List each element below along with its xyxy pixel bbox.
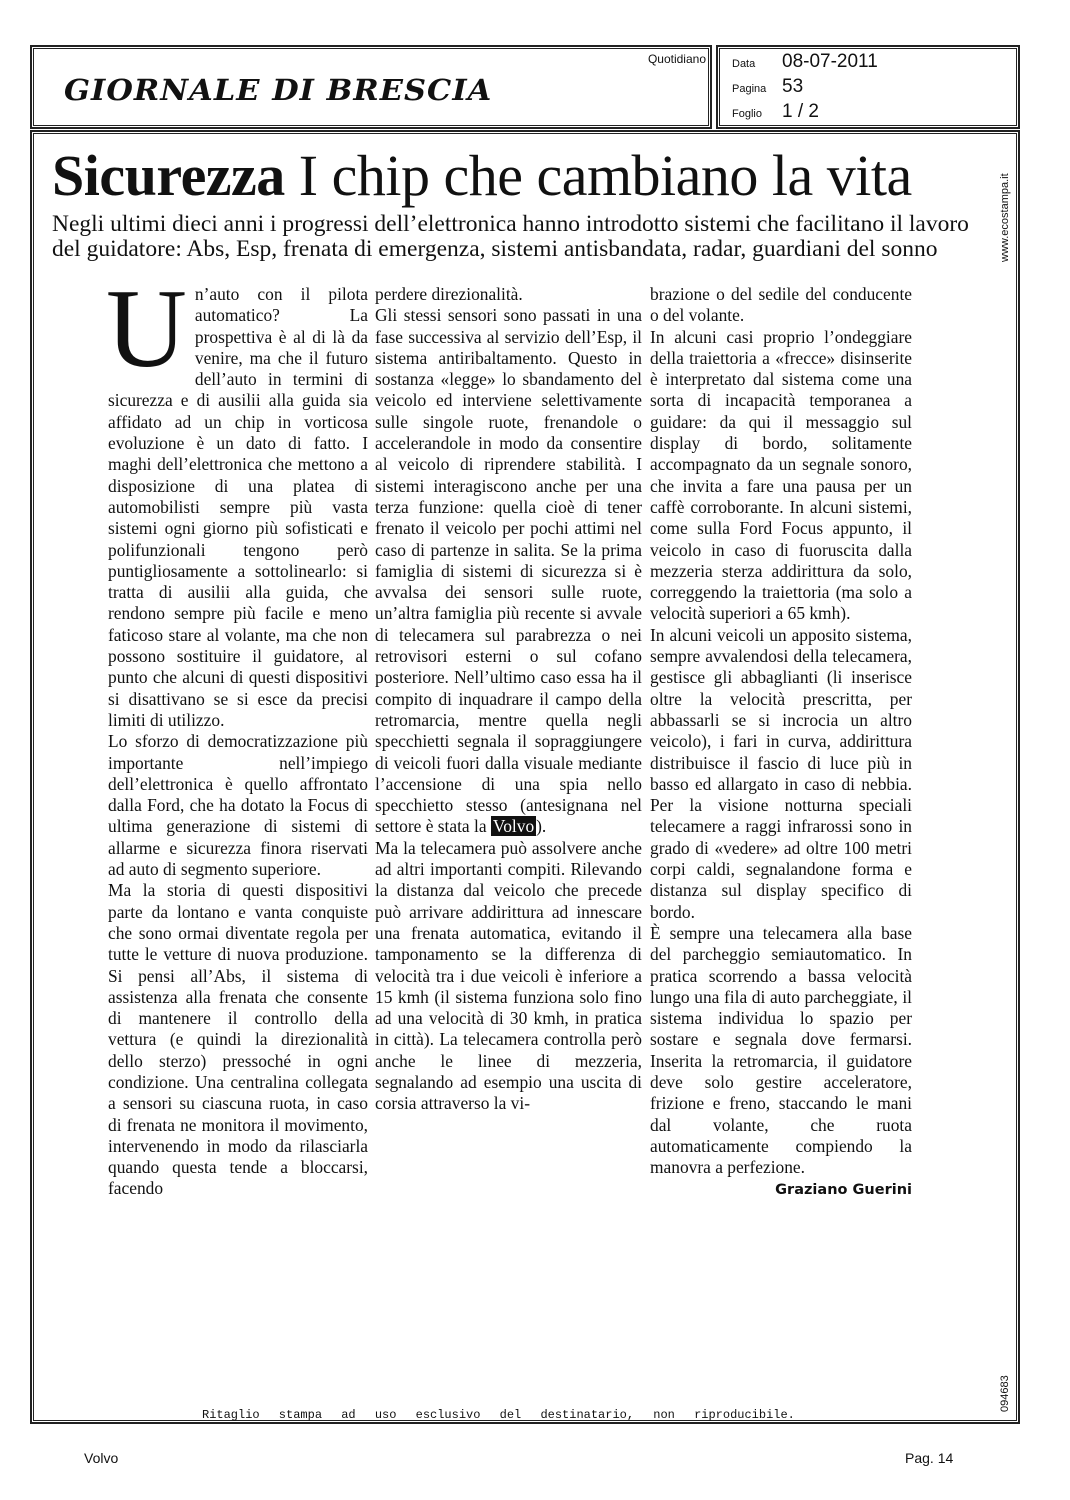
column-2 xyxy=(375,284,642,1115)
meta-page xyxy=(732,76,803,98)
article-subtitle: Negli ultimi dieci anni i progressi dell’elettronica hanno introdotto sistemi che facilitano il lavoro del guidatore: Abs, Esp, frenata di emergenza, sistemi antisbandata, radar, guardiani del sonno xyxy=(52,211,969,262)
paragraph-text: ). xyxy=(536,816,547,837)
title-text: I chip che cambiano la vita xyxy=(298,143,912,208)
meta-value: 1 / 2 xyxy=(782,101,819,122)
publication-type: Quotidiano xyxy=(647,52,706,66)
meta-value: 08-07-2011 xyxy=(782,51,878,72)
highlighted-keyword: Volvo xyxy=(492,816,535,837)
paragraph: perdere direzionalità. xyxy=(375,284,523,304)
paragraph-text: n’auto con il pilota automatico? La prospettiva è al di là da venire, ma che il futuro dell’auto in termini di sicurezza e di ausilii alla guida sia affidato ad un chip in vorticosa evoluzione è un dato di fatto. I maghi dell’elettronica che mettono a disposizione di una platea di automobilisti sempre più vasta sistemi ogni giorno più sofisticati e polifunzionali tengono però puntigliosamente a sottolinearlo: si tratta di ausilii alla guida, che rendono sempre più facile e meno faticoso stare al volante, ma che non possono sostituire il guidatore, al punto che alcuni di questi dispositivi si disattivano se si esce da precisi limiti di utilizzo. xyxy=(108,284,368,730)
column-1 xyxy=(106,267,368,1200)
meta-date xyxy=(732,51,878,73)
paragraph: Ma la telecamera può assolvere anche ad altri importanti compiti. Rilevando la distanza dal veicolo che precede può arrivare addirittura ad innescare una frenata automatica, evitando il tamponamento se la differenza di velocità tra i due veicoli è inferiore a 15 kmh (il sistema funziona solo fino ad una velocità di 30 kmh, in pratica in città). La telecamera controlla però anche le linee di mezzeria, segnalando ad esempio una uscita di corsia attraverso la vi- xyxy=(375,837,642,1114)
meta-label: Data xyxy=(732,58,756,70)
meta-sheet xyxy=(732,101,819,123)
paragraph-text: Gli stessi sensori sono passati in una fase successiva al servizio dell’Esp, il sistema antiribaltamento. Questo in sostanza «legge» lo sbandamento del veicolo ed interviene selettivamente sulle singole ruote, frenandole o accelerandole in modo da consentire al veicolo di riprendere stabilità. I sistemi interagiscono anche per una terza funzione: quella cioè di tener frenato il veicolo per pochi attimi nel caso di partenze in salita. Se la prima famiglia di sistemi di sicurezza si è avvalsa dei sensori sulle ruote, un’altra famiglia più recente si avvale di telecamera sul parabrezza o nei retrovisori esterni o sul cofano posteriore. Nell’ultimo caso essa ha il compito di inquadrare il campo della retromarcia, mentre quella negli specchietti segnala il sopraggiungere di veicoli fuori dalla visuale mediante l’accensione di una spia nello specchietto stesso (antesignana nel settore è stata la xyxy=(375,305,642,837)
paragraph: Lo sforzo di democratizzazione più importante nell’impiego dell’elettronica è quello affrontato dalla Ford, che ha dotato la Focus di ultima generazione di sistemi di allarme e sicurezza finora riservati ad auto di segmento superiore. xyxy=(108,731,368,880)
copyright-notice: Ritaglio stampa ad uso esclusivo del destinatario, non riproducibile. xyxy=(202,1408,795,1422)
meta-box xyxy=(716,45,1020,129)
column-3 xyxy=(650,284,912,1202)
meta-label: Foglio xyxy=(732,108,762,120)
meta-value: 53 xyxy=(782,76,804,97)
paragraph: È sempre una telecamera alla base del parcheggio semiautomatico. In pratica scorrendo a bassa velocità lungo una fila di auto parcheggiate, il sistema individua lo spazio per sostare e segnala dove fermarsi. Inserita la retromarcia, il guidatore deve solo gestire acceleratore, frizione e freno, staccando le mani dal volante, che ruota automaticamente compiendo la manovra a perfezione. xyxy=(650,922,912,1178)
masthead-box xyxy=(30,45,712,129)
drop-cap: U xyxy=(106,267,187,391)
side-code: 094683 xyxy=(999,1375,1011,1412)
masthead: GIORNALE DI BRESCIA xyxy=(64,73,493,107)
paragraph: In alcuni casi proprio l’ondeggiare della traiettoria a «frecce» disinserite è interpretato dal sistema come una sorta di incapacità temporanea a guidare: da qui il messaggio sul display di bordo, solitamente accompagnato da un segnale sonoro, che invita a fare una pausa per un caffè corroborante. In alcuni sistemi, come sulla Ford Focus appunto, il veicolo in caso di fuoruscita dalla mezzeria sterza addirittura da solo, correggendo la traiettoria (ma solo a velocità superiori a 65 kmh). xyxy=(650,326,912,624)
paragraph: brazione o del sedile del conducente o del volante. xyxy=(650,284,912,326)
keyword-label: Volvo xyxy=(84,1450,119,1466)
paragraph: Ma la storia di questi dispositivi parte da lontano e vanta conquiste che sono ormai diventate regola per tutte le vetture di nuova produzione. Si pensi all’Abs, il sistema di assistenza alla frenata che consente di mantenere il controllo della vettura (e quindi la direzionalità dello sterzo) pressoché in ogni condizione. Una centralina collegata a sensori su ciascuna ruota, in caso di frenata ne monitora il movimento, intervenendo in modo da rilasciarla quando questa tende a bloccarsi, facendo xyxy=(108,880,368,1199)
side-url: www.ecostampa.it xyxy=(999,173,1011,262)
title-kicker: Sicurezza xyxy=(52,143,285,208)
paragraph: In alcuni veicoli un apposito sistema, sempre avvalendosi della telecamera, gestisce gli abbaglianti (li inserisce oltre la velocità prescritta, per abbassarli se si incrocia un altro veicolo), i fari in curva, addirittura distribuisce il fascio di luce più in basso ed allargato in caso di nebbia. Per la visione notturna speciali telecamere a raggi infrarossi sono in grado di «vedere» ad oltre 100 metri corpi caldi, segnalandone forma e distanza sul display specifico di bordo. xyxy=(650,624,912,922)
author-byline: Graziano Guerini xyxy=(775,1182,912,1199)
meta-label: Pagina xyxy=(732,83,767,95)
paragraph xyxy=(375,305,642,837)
article-box xyxy=(30,130,1020,1424)
article-title xyxy=(52,142,912,209)
paragraph xyxy=(106,267,368,731)
page-number: Pag. 14 xyxy=(905,1450,954,1466)
